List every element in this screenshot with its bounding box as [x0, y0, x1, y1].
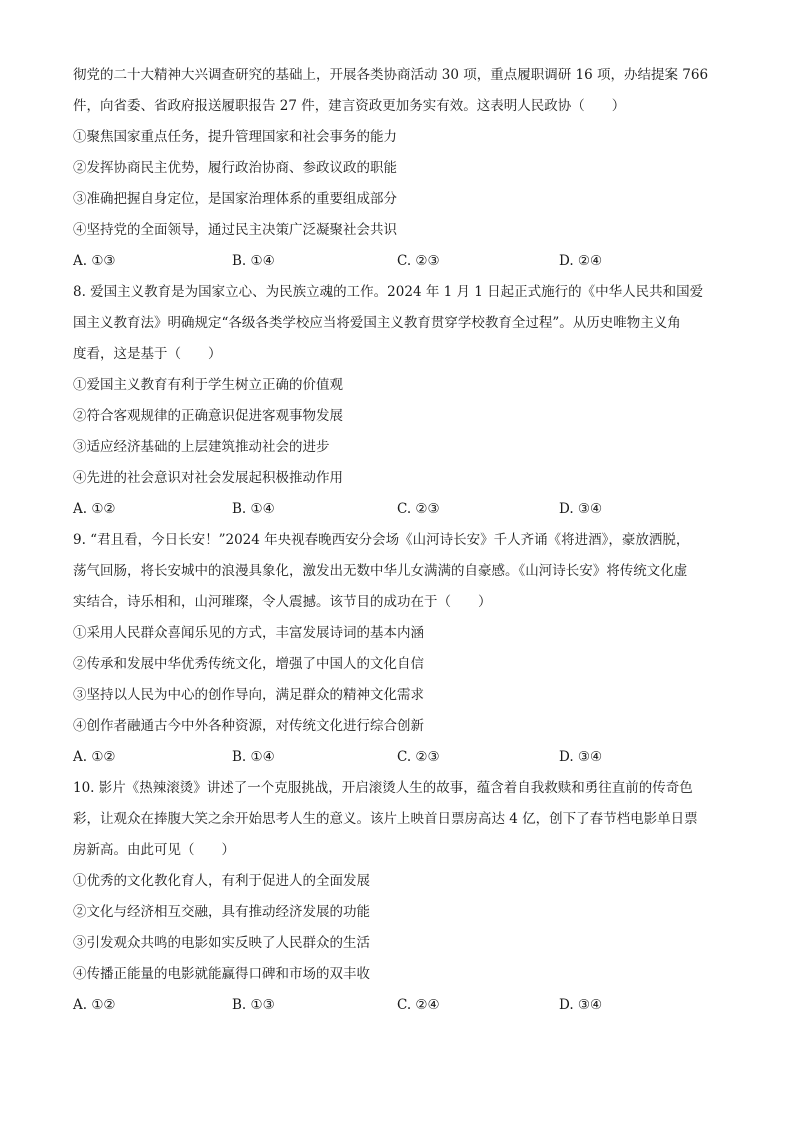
option-a: A. ①② — [73, 749, 116, 765]
statement-4: ④坚持党的全面领导，通过民主决策广泛凝聚社会共识 — [73, 222, 397, 238]
option-b: B. ①④ — [232, 501, 275, 517]
question-9 — [73, 525, 723, 773]
answer-options — [73, 990, 723, 1021]
statement-1: ①聚焦国家重点任务，提升管理国家和社会事务的能力 — [73, 129, 397, 145]
option-a: A. ①② — [73, 997, 116, 1013]
answer-options — [73, 246, 723, 277]
option-d: D. ③④ — [559, 749, 603, 765]
statement-3: ③引发观众共鸣的电影如实反映了人民群众的生活 — [73, 935, 370, 951]
statement-2: ②文化与经济相互交融，具有推动经济发展的功能 — [73, 904, 370, 920]
answer-options — [73, 494, 723, 525]
statement-3: ③准确把握自身定位，是国家治理体系的重要组成部分 — [73, 191, 397, 207]
question-stem-line: 度看，这是基于（ ） — [73, 346, 222, 362]
statement-2: ②符合客观规律的正确意识促进客观事物发展 — [73, 408, 343, 424]
question-stem-line: 8. 爱国主义教育是为国家立心、为民族立魂的工作。2024 年 1 月 1 日起正式施行的《中华人民共和国爱 — [73, 284, 704, 300]
question-stem-line: 房新高。由此可见（ ） — [73, 842, 235, 858]
option-a: A. ①② — [73, 501, 116, 517]
statement-2: ②发挥协商民主优势，履行政治协商、参政议政的职能 — [73, 160, 397, 176]
answer-options — [73, 742, 723, 773]
statement-1: ①爱国主义教育有利于学生树立正确的价值观 — [73, 377, 343, 393]
option-b: B. ①④ — [232, 253, 275, 269]
question-stem-line: 国主义教育法》明确规定“各级各类学校应当将爱国主义教育贯穿学校教育全过程”。从历史唯物主义角 — [73, 315, 681, 331]
option-b: B. ①④ — [232, 749, 275, 765]
option-d: D. ③④ — [559, 997, 603, 1013]
question-7 — [73, 60, 723, 277]
question-stem-line: 实结合，诗乐相和，山河璀璨，令人震撼。该节目的成功在于（ ） — [73, 594, 492, 610]
statement-4: ④传播正能量的电影就能赢得口碑和市场的双丰收 — [73, 966, 370, 982]
question-stem-line: 9. “君且看，今日长安！”2024 年央视春晚西安分会场《山河诗长安》千人齐诵《将进酒》，豪放洒脱， — [73, 532, 690, 548]
question-stem-line: 彻党的二十大精神大兴调查研究的基础上，开展各类协商活动 30 项，重点履职调研 16 项，办结提案 766 — [73, 67, 709, 83]
option-c: C. ②③ — [397, 501, 440, 517]
question-8 — [73, 277, 723, 525]
option-c: C. ②③ — [397, 749, 440, 765]
statement-2: ②传承和发展中华优秀传统文化，增强了中国人的文化自信 — [73, 656, 424, 672]
option-c: C. ②④ — [397, 997, 440, 1013]
question-stem-line: 荡气回肠，将长安城中的浪漫具象化，激发出无数中华儿女满满的自豪感。《山河诗长安》将传统文化虚 — [73, 563, 688, 579]
statement-3: ③坚持以人民为中心的创作导向，满足群众的精神文化需求 — [73, 687, 424, 703]
question-stem-line: 10. 影片《热辣滚烫》讲述了一个克服挑战，开启滚烫人生的故事，蕴含着自我救赎和勇往直前的传奇色 — [73, 780, 693, 796]
question-stem-line: 件，向省委、省政府报送履职报告 27 件，建言资政更加务实有效。这表明人民政协（ ） — [73, 98, 626, 114]
statement-3: ③适应经济基础的上层建筑推动社会的进步 — [73, 439, 330, 455]
question-10 — [73, 773, 723, 1021]
statement-1: ①采用人民群众喜闻乐见的方式，丰富发展诗词的基本内涵 — [73, 625, 424, 641]
question-stem-line: 彩，让观众在捧腹大笑之余开始思考人生的意义。该片上映首日票房高达 4 亿，创下了春节档电影单日票 — [73, 811, 698, 827]
option-c: C. ②③ — [397, 253, 440, 269]
statement-4: ④创作者融通古今中外各种资源，对传统文化进行综合创新 — [73, 718, 424, 734]
statement-1: ①优秀的文化教化育人，有利于促进人的全面发展 — [73, 873, 370, 889]
option-d: D. ②④ — [559, 253, 603, 269]
exam-page — [73, 60, 723, 1021]
option-a: A. ①③ — [73, 253, 116, 269]
option-d: D. ③④ — [559, 501, 603, 517]
option-b: B. ①③ — [232, 997, 275, 1013]
statement-4: ④先进的社会意识对社会发展起积极推动作用 — [73, 470, 343, 486]
